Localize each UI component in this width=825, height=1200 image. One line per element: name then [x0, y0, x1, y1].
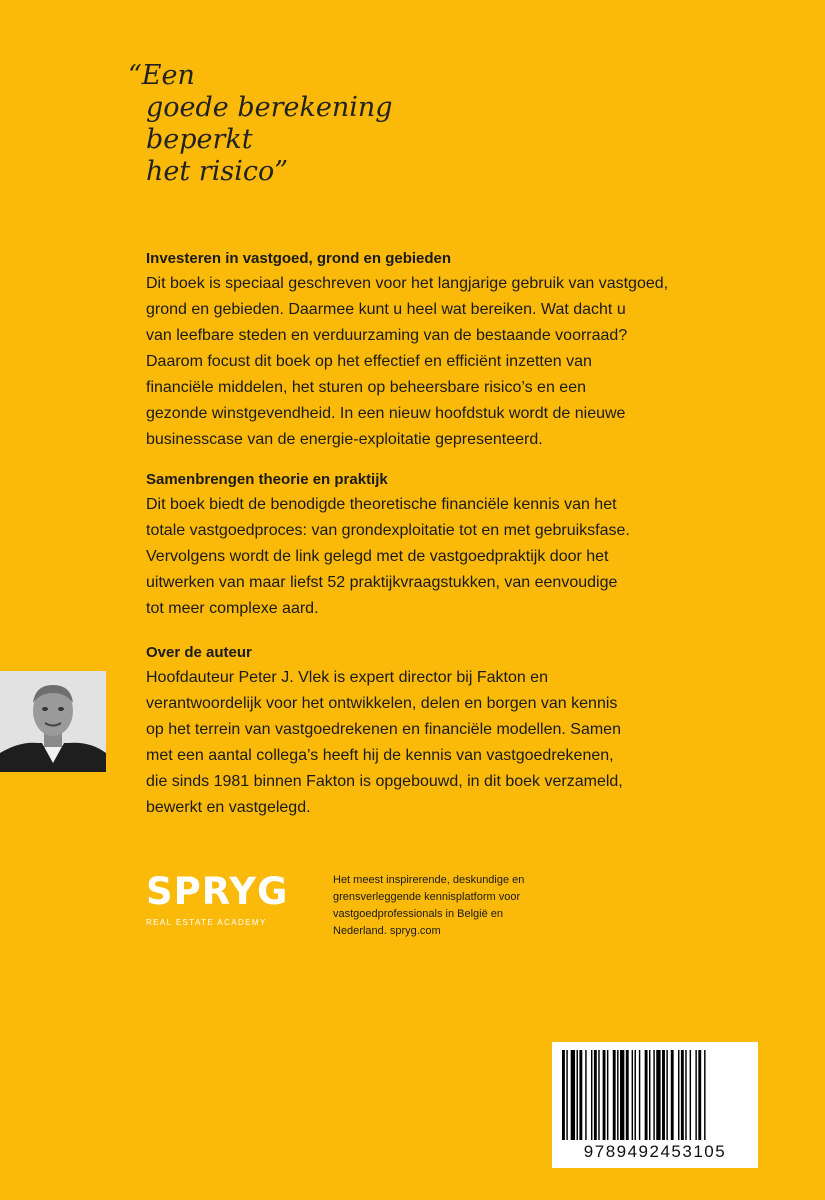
author-portrait	[0, 671, 106, 772]
barcode-bar	[620, 1050, 624, 1140]
barcode-bar	[603, 1050, 606, 1140]
barcode-bar	[666, 1050, 667, 1140]
section-over-auteur	[146, 641, 706, 821]
barcode-bar	[639, 1050, 640, 1140]
barcode-bar	[671, 1050, 674, 1140]
barcode-bar	[653, 1050, 654, 1140]
section-title: Over de auteur	[146, 644, 252, 661]
logo-subtitle: REAL ESTATE ACADEMY	[146, 918, 267, 927]
barcode-icon	[562, 1050, 748, 1140]
quote-line: beperkt	[146, 124, 253, 155]
barcode-bar	[626, 1050, 629, 1140]
section-body: Hoofdauteur Peter J. Vlek is expert director bij Fakton en verantwoordelijk voor het ontwikkelen, delen en borgen van kennis op het terrein van vastgoedrekenen en financiële modellen. Samen met een aantal collega’s heeft hij de kennis van vastgoedrekenen, die sinds 1981 binnen Fakton is opgebouwd, in dit boek verzameld, bewerkt en vastgelegd.	[146, 669, 623, 816]
barcode-bar	[585, 1050, 586, 1140]
barcode-bar	[617, 1050, 618, 1140]
barcode-bar	[632, 1050, 633, 1140]
barcode-bar	[695, 1050, 696, 1140]
section-title: Samenbrengen theorie en praktijk	[146, 471, 388, 488]
barcode	[552, 1042, 758, 1168]
barcode-bar	[571, 1050, 575, 1140]
barcode-bar	[635, 1050, 636, 1140]
barcode-bar	[678, 1050, 679, 1140]
barcode-bar	[645, 1050, 648, 1140]
barcode-bar	[579, 1050, 582, 1140]
logo-wordmark: SPRYG	[146, 870, 289, 913]
barcode-bar	[607, 1050, 608, 1140]
barcode-bar	[566, 1050, 567, 1140]
barcode-bar	[685, 1050, 686, 1140]
spryg-logo	[146, 870, 289, 942]
barcode-bar	[598, 1050, 599, 1140]
barcode-bar	[656, 1050, 660, 1140]
barcode-bar	[704, 1050, 705, 1140]
section-theorie-praktijk	[146, 468, 706, 622]
section-body: Dit boek is speciaal geschreven voor het langjarige gebruik van vastgoed, grond en gebieden. Daarmee kunt u heel wat bereiken. Wat dacht u van leefbare steden en verduurzaming van de bestaande voorraad? Daarom focust dit boek op het effectief en efficiënt inzetten van financiële middelen, het sturen op beheersbare risico’s en een gezonde winstgevendheid. In een nieuw hoofdstuk wordt de nieuwe businesscase van de energie-exploitatie gepresenteerd.	[146, 275, 669, 448]
barcode-bar	[577, 1050, 578, 1140]
isbn-number: 9789492453105	[583, 1142, 727, 1161]
section-body: Dit boek biedt de benodigde theoretische financiële kennis van het totale vastgoedproces: van grondexploitatie tot en met gebruiksfase. Vervolgens wordt de link gelegd met de vastgoedpraktijk door het uitwerken van maar liefst 52 praktijkvraagstukken, van eenvoudige tot meer complexe aard.	[146, 496, 630, 617]
quote-line: “Een	[128, 60, 195, 91]
section-title: Investeren in vastgoed, grond en gebieden	[146, 250, 452, 267]
barcode-bar	[562, 1050, 565, 1140]
barcode-bar	[613, 1050, 616, 1140]
author-photo-icon	[0, 671, 106, 772]
section-investeren	[146, 247, 706, 453]
barcode-bar	[690, 1050, 691, 1140]
barcode-bar	[594, 1050, 597, 1140]
quote-line: goede berekening	[146, 92, 393, 123]
publisher-tagline: Het meest inspirerende, deskundige en grensverleggende kennisplatform voor vastgoedprofessionals in België en Nederland. spryg.com	[333, 874, 525, 937]
barcode-bar	[591, 1050, 592, 1140]
barcode-bar	[681, 1050, 684, 1140]
quote-line: het risico”	[146, 156, 289, 187]
barcode-bar	[662, 1050, 665, 1140]
barcode-bar	[698, 1050, 701, 1140]
barcode-bar	[649, 1050, 650, 1140]
pull-quote	[128, 60, 393, 188]
